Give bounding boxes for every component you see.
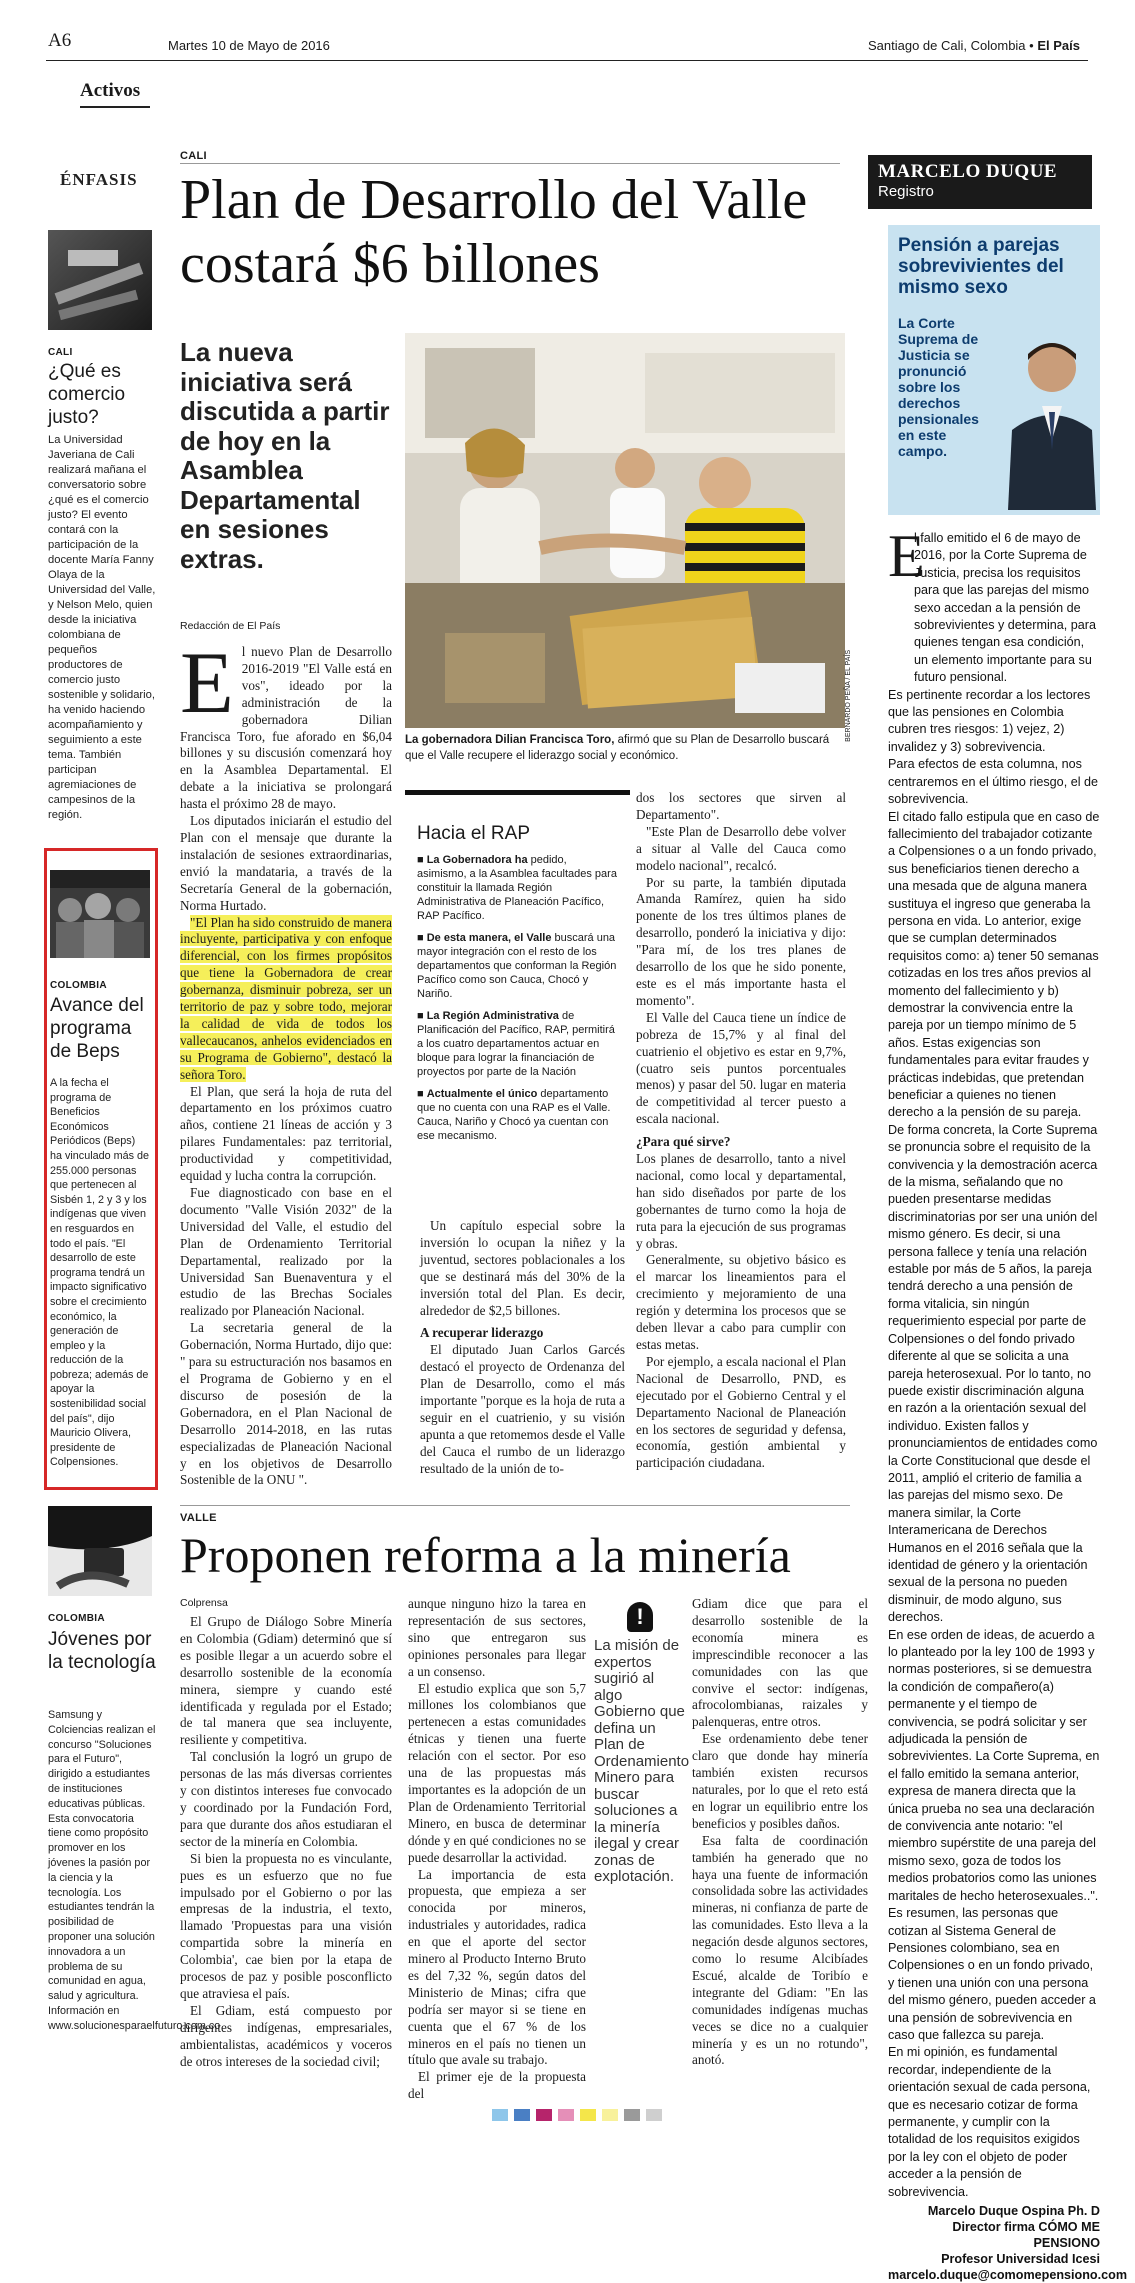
article1-col2 [420,1218,625,1478]
md-p5: De forma concreta, la Corte Suprema se pronuncia sobre el requisito de la convivencia y la demostración acerca de la misma, señalando que no pueden presentarse medidas discriminatorias por ser una unión del mismo género. Es decir, si una persona fallece y tenía una relación estable por más de 5 años, la pareja tendrá derecho a una pensión de forma vitalicia, sin ningún requerimiento especial por parte de Colpensiones o del fondo privado diferente al que se solicita a una pareja heterosexual. Por lo tanto, no puede existir discriminación alguna en razón a la orientación sexual del individuo. Existen fallos y pronunciamientos de entidades como la Corte Constitucional que desde el 2011, amplió el criterio de familia a las parejas del mismo sexo. De manera similar, la Corte Interamericana de Derechos Humanos en el 2016 señala que la identidad de género y la orientación sexual de la persona no pueden disminuir, de modo alguno, sus derechos. [888,1122,1098,1625]
color-registration-bar [492,2108,664,2126]
pullquote-text: La misión de expertos sugirió al algo Gobierno que defina un Plan de Ordenamiento Minero para buscar soluciones a la minería ilegal y crear zonas de explotación. [594,1637,690,1885]
article1-col2-p1: Un capítulo especial sobre la inversión lo ocupan la niñez y la juventud, sectores poblacionales a los que se destinará más del 30% de la inversión total del Plan. Es decir, alrededor de $2,5 billones. [420,1218,625,1318]
rap-box-list [417,853,617,1143]
md-p2: Es pertinente recordar a los lectores que las pensiones en Colombia cubren tres riesgos: 1) vejez, 2) invalidez y 3) sobrevivencia. [888,687,1091,754]
article1-col2-sub1: A recuperar liderazgo [420,1325,544,1341]
sidebar-photo-2 [50,870,150,958]
article1-photo-caption-text: afirmó que su Plan de Desarrollo buscará que el Valle recupere el liderazgo social y económico. [405,734,830,762]
md-dropcap: E [888,523,925,589]
rap-box-item-1-text: pedido, asimismo, a la Asamblea facultades para constituir la llamada Región Administrativa de Planeación Pacífico, RAP Pacífico. [417,854,617,922]
md-sig-email[interactable]: marcelo.duque@comomepensiono.com [888,2268,1128,2282]
article1-p3 [180,915,392,1084]
sidebar-item2-kicker: COLOMBIA [50,980,107,991]
article2-top-rule [180,1505,850,1506]
sidebar-item2-body: A la fecha el programa de Beneficios Económicos Periódicos (Beps) ha vinculado más de 255.000 personas que pertenecen al Sisbén 1, 2 y 3 y los indígenas que viven en resguardos en todo el país. "El desarrollo de este programa tendrá un impacto significativo sobre el crecimiento económico, la generación de empleo y la reducción de la pobreza; además de apoyar la sostenibilidad social del país", dijo Mauricio Olivera, presidente de Colpensiones. [50,1077,150,1469]
article2-col1-p1: El Grupo de Diálogo Sobre Minería en Colombia (Gdiam) determinó que sí es posible llegar a un acuerdo sobre el desarrollo sostenible de la economía minera, siempre y cuando esté identificada y regulada por el Estado; de tal manera que sea incluyente, resiliente y competitiva. [180,1614,392,1748]
article1-col2-p2: El diputado Juan Carlos Garcés destacó el proyecto de Ordenanza del Plan de Desarrollo, como el más importante "porque es la hoja de ruta a seguir en el cuatrienio, y su visión apunta a que retomemos desde el Valle del Cauca el rumbo de un liderazgo resultado de la unión de to- [420,1342,625,1476]
article1-col3-p3: Por su parte, la también diputada Amanda Ramírez, quien ha sido ponente de los tres últimos planes de desarrollo, ponderó la iniciativa y dijo: "Para mí, de los tres planes de desarrollo de los que he sido ponente, este es el más importante hasta el momento". [636,874,846,1008]
article1-headline: Plan de Desarrollo del Valle costará $6 billones [180,169,808,295]
sidebar-photo-3-image [48,1506,152,1596]
article1-photo-image [405,333,845,728]
sidebar-photo-1-image [48,230,152,330]
article1-photo-credit: BERNARDO PEÑA / EL PAÍS [845,650,852,742]
article1-kicker-rule [180,163,840,164]
article1-col3-p4: El Valle del Cauca tiene un índice de pobreza de 15,7% y al final del cuatrienio el objetivo es estar en 9,7%, (cuatro seis puntos porcentuales menos) y pasar del 50. lugar en materia de competitividad al tercer puesto a escala nacional. [636,1009,846,1127]
article1-col3-p2: "Este Plan de Desarrollo debe volver a situar al Valle del Cauca como modelo nacional", recalcó. [636,823,846,873]
rap-box-item-4-text: departamento que no cuenta con una RAP es el Valle. Cauca, Nariño y Chocó ya cuentan con ese mecanismo. [417,1088,611,1142]
article2-col3-p1: Gdiam dice que para el desarrollo sostenible de la economía minera es imprescindible reconocer a las comunidades con las que convive el sector: indígenas, afrocolombianas, raizales y palenqueras, entre otros. [692,1596,868,1730]
article2-col2-p3: La importancia de esta propuesta, que empieza a ser conocida por mineros, industriales y autoridades, radica en que el aporte del sector minero al Producto Interno Bruto es del 7,32 %, según datos del Ministerio de Minas; cifra que podría ser mayor si se tiene en cuenta que el 67 % de los mineros en el país no tienen un título que avale su trabajo. [408,1866,586,2068]
swatch-yellow [580,2109,596,2121]
header-city: Santiago de Cali, Colombia • [868,38,1038,53]
sidebar-item2-title: Avance del programa de Beps [50,995,144,1062]
swatch-blue [514,2109,530,2121]
article2-kicker: VALLE [180,1512,217,1524]
article1-col1 [180,635,392,1489]
article1-p5: Fue diagnosticado con base en el documento "Valle Visión 2032" de la Universidad del Valle, el estudio del Plan de Ordenamiento Territorial Departamental, realizado por la Universidad San Buenaventura y el estudio de las Brechas Sociales realizado por Planeación Nacional. [180,1185,392,1319]
article2-byline: Colprensa [180,1597,228,1609]
rap-box-item-4-bold: Actualmente el único [426,1088,538,1100]
sidebar-photo-3 [48,1506,152,1596]
rap-box-item-2-text: buscará una mayor integración con el resto de los departamentos que conforman la Región Pacífico como son Cauca, Chocó y Nariño. [417,932,617,1000]
header-rule [46,60,1088,61]
swatch-cyan [492,2109,508,2121]
section-tab: Activos [80,80,141,101]
section-tab-rule [80,106,150,108]
rap-box-item-2: ■ De esta manera, el Valle buscará una mayor integración con el resto de los departamentos que conforman la Región Pacífico como son Cauca, Chocó y Nariño. [417,932,617,1000]
md-p7: Es resumen, las personas que cotizan al Sistema General de Pensiones colombiano, sea en Colpensiones o en un fondo privado, y tienen una unión con una persona del mismo género, pueden acceder a una pensión de sobrevivencia en caso que fallezca su pareja. [888,1906,1096,2042]
header-date: Martes 10 de Mayo de 2016 [168,38,330,53]
swatch-magenta [536,2109,552,2121]
article1-byline: Redacción de El País [180,620,281,632]
rap-box-item-3-bold: La Región Administrativa [426,1010,559,1022]
md-body [888,523,1128,2283]
article2-col2 [408,1596,586,2103]
article1-photo-caption-bold: La gobernadora Dilian Francisca Toro, [405,734,615,746]
enfasis-label: ÉNFASIS [60,170,138,189]
article1-col3-p1: dos los sectores que sirven al Departamento". [636,790,846,822]
page-number: A6 [48,30,72,51]
rap-box-item-1: ■ La Gobernadora ha pedido, asimismo, a la Asamblea facultades para constituir la llamada Región Administrativa de Planeación Pacífico, RAP Pacífico. [417,854,617,922]
article2-col2-p4: El primer eje de la propuesta del [408,2069,586,2102]
md-header [868,155,1092,209]
swatch-lightyellow [602,2109,618,2121]
md-portrait [1002,320,1098,510]
sidebar-photo-1 [48,230,152,330]
sidebar-item1-body: La Universidad Javeriana de Cali realizará mañana el conversatorio sobre ¿qué es el comercio justo? El evento contará con la participación de la docente María Fanny Olaya de la Universidad del Valle, y Nelson Melo, quien desde la iniciativa colombiana de pequeños productores de comercio justo sostenible y solidario, ha venido haciendo acompañamiento y seguimiento a este tema. También participan agremiaciones de campesinos de la región. [48,434,156,821]
article1-p2: Los diputados iniciarán el estudio del Plan con el mensaje que durante la instalación de sesiones extraordinarias, envió la mandataria, a través de la Secretaría General de la gobernación, Norma Hurtado. [180,813,392,913]
rap-box-item-4: ■ Actualmente el único departamento que no cuenta con una RAP es el Valle. Cauca, Nariño y Chocó ya cuentan con ese mecanismo. [417,1088,611,1142]
article2-col3 [692,1596,868,2069]
md-p6: En ese orden de ideas, de acuerdo a lo planteado por la ley 100 de 1993 y normas posteriores, si se demuestra la condición de compañero(a) permanente y el tiempo de convivencia, se podrá solicitar y ser adjudicada la pensión de sobrevivientes. La Corte Suprema, en el fallo emitido la semana anterior, expresa de manera directa que la única prueba no sea una declaración de convivencia ante notario: "el miembro supérstite de una pareja del mismo sexo, goza de todos los medios probatorios como las uniones maritales de hecho heterosexuales..". [888,1627,1100,1903]
article1-deck: La nueva iniciativa será discutida a partir de hoy en la Asamblea Departamental en sesiones extras. [180,337,390,574]
md-signature [888,2203,1128,2283]
md-p8: En mi opinión, es fundamental recordar, independiente de la orientación sexual de cada persona, que es necesario cotizar de forma permanente, y cumplir con la totalidad de los requisitos exigidos por la ley con el objeto de poder acceder a la pensión de sobrevivencia. [888,2045,1091,2199]
pullquote [594,1602,690,1886]
article1-highlight-quote: "El Plan ha sido construido de manera incluyente, participativa y con enfoque diferencial, con los firmes propósitos que tiene la Gobernadora de crear gobernanza, disminuir pobreza, ser un territorio de paz y sobre todo, mejorar la calidad de vida de todos los vallecaucanos, anhelos evidenciados en su Programa de Gobierno", destacó la señora Toro. [180,914,392,1082]
article2-col1-p3: Si bien la propuesta no es vinculante, pues es un esfuerzo que no fue impulsado por el Gobierno o por las empresas de la industria, el texto, llamado 'Propuestas para una visión compartida sobre la minería en Colombia', cae bien por la etapa de procesos de paz y posible posconflicto que atraviesa el país. [180,1850,392,2001]
sidebar-item1-kicker: CALI [48,347,73,358]
sidebar-item3-kicker: COLOMBIA [48,1613,105,1624]
exclamation-icon: ! [627,1602,653,1632]
article2-col3-p3: Esa falta de coordinación también ha generado que no haya una fuente de información consolidada sobre las actividades mineras, ni confianza de parte de las comunidades. Esto lleva a la negación desde algunos sectores, como lo resume Alcibíades Escué, alcalde de Toribío e integrante del Gdiam: "En las comunidades indígenas muchas veces se dice no a cualquier minería y es un no rotundo", anotó. [692,1832,868,2068]
rap-box [405,790,630,1285]
article1-col3-p7: Por ejemplo, a escala nacional el Plan Nacional de Desarrollo, PND, es ejecutado por el Gobierno Central y el Departamento Nacional de Planeación en los sectores de seguridad y defensa, economía, gestión ambiental y participación ciudadana. [636,1353,846,1471]
rap-box-item-2-bold: De esta manera, el Valle [426,932,552,944]
sidebar-item3-body: Samsung y Colciencias realizan el concurso "Soluciones para el Futuro", dirigido a estudiantes de instituciones educativas públicas. Esta convocatoria tiene como propósito promover en los jóvenes la pasión por la ciencia y la tecnología. Los estudiantes tendrán la posibilidad de proponer una solución innovadora a un problema de su comunidad en agua, salud y agricultura. Información en www.solucionesparaelfuturo.com.co [48,1709,221,2032]
article1-p1: l nuevo Plan de Desarrollo 2016-2019 "El Valle está en vos", ideado por la administración de la gobernadora Dilian Francisca Toro, fue aforado en $6,04 billones y su discusión comenzará hoy en la Asamblea Departamental. El debate a la iniciativa se prolongará hasta el próximo 28 de mayo. [180,644,392,812]
md-sig-name: Marcelo Duque Ospina Ph. D [927,2204,1100,2218]
article2-col1 [180,1614,392,2070]
article2-headline: Proponen reforma a la minería [180,1527,791,1583]
md-p1: l fallo emitido el 6 de mayo de 2016, por la Corte Suprema de Justicia, precisa los requisitos para que las parejas del mismo sexo accedan a la pensión de sobrevivientes y determina, para quienes tengan esa condición, un elemento importante para su futuro pensional. [914,531,1097,685]
md-author: MARCELO DUQUE [878,161,1058,182]
article2-col1-p4: El Gdiam, está compuesto por dirigentes indígenas, empresariales, ambientalistas, académicos y voceros de otros intereses de la sociedad civil; [180,2002,392,2069]
sidebar-item3-title: Jóvenes por la tecnología [48,1629,156,1673]
md-p3: Para efectos de esta columna, nos centraremos en el último riesgo, el de sobrevivencia. [888,757,1098,807]
article2-col3-p2: Ese ordenamiento debe tener claro que donde hay minería también existen recursos naturales, por lo que el reto está en lograr un equilibrio entre los beneficios y posibles daños. [692,1731,868,1831]
swatch-gray [624,2109,640,2121]
rap-box-item-1-bold: La Gobernadora ha [426,854,528,866]
article1-p6: La secretaria general de la Gobernación, Norma Hurtado, dijo que: " para su estructuración nos basamos en el Programa de Gobierno y en el discurso de posesión de la Gobernadora, en el Plan Nacional de Desarrollo 2014-2018, en las rutas especializadas de Planeación Nacional y en los objetivos de Desarrollo Sostenible de la ONU ". [180,1320,392,1488]
article2-col1-p2: Tal conclusión la logró un grupo de personas de las más diversas corrientes y con distintos intereses fue convocado y coordinado por la Fundación Ford, para que durante dos años estudiaran el sector de la minería en Colombia. [180,1749,392,1849]
rap-box-item-3: ■ La Región Administrativa de Planificación del Pacífico, RAP, permitirá a los cuatro departamentos actuar en bloque para lograr la financiación de proyectos por parte de la Nación [417,1010,615,1078]
md-sig-title: Director firma CÓMO ME PENSIONO [952,2220,1100,2250]
article1-p4: El Plan, que será la hoja de ruta del departamento en los próximos cuatro años, contiene 21 líneas de acción y 3 pilares Fundamentales: paz territorial, productividad y competitividad, equidad y lucha contra la corrupción. [180,1083,392,1184]
swatch-lightgray [646,2109,662,2121]
md-sig-affiliation: Profesor Universidad Icesi [941,2252,1100,2266]
article1-col3-p6: Generalmente, su objetivo básico es el marcar los lineamientos para el crecimiento y mejoramiento de una región y determina los procesos que se deben llevar a cabo para cumplir con estas metas. [636,1252,846,1352]
header-place [868,38,1080,53]
article1-col3-sub1: ¿Para qué sirve? [636,1134,731,1150]
article2-col2-p1: aunque ninguno hizo la tarea en representación de sus sectores, sino que entregaron sus opiniones personales para llegar a un consenso. [408,1596,586,1679]
article1-photo [405,333,845,728]
md-panel [888,225,1100,515]
md-headline: Pensión a parejas sobrevivientes del mismo sexo [898,235,1064,298]
md-label: Registro [878,183,934,200]
article2-col2-p2: El estudio explica que son 5,7 millones los colombianos que pertenecen a estas comunidades étnicas y tienen una fuerte relación con el sector. Por eso una de las propuestas más importantes es la adopción de un Plan de Ordenamiento Territorial Minero, en busca de determinar dónde y en qué condiciones no se puede desarrollar la actividad. [408,1680,586,1865]
article1-photo-caption [405,732,845,764]
sidebar-photo-2-image [50,870,150,958]
article1-col3-p5: Los planes de desarrollo, tanto a nivel nacional, como local y departamental, han sido diseñados por parte de los gobernantes de turno como la hoja de ruta para la ejecución de sus programas y obras. [636,1151,846,1251]
header-paper: El País [1037,38,1080,53]
article1-col3 [636,790,846,1472]
article1-kicker: CALI [180,150,207,162]
rap-box-item-3-text: de Planificación del Pacífico, RAP, permitirá a los cuatro departamentos actuar en bloque para lograr la financiación de proyectos por parte de la Nación [417,1010,615,1078]
swatch-pink [558,2109,574,2121]
article1-dropcap: E [180,635,234,732]
rap-box-title: Hacia el RAP [417,823,530,844]
sidebar-item1-title: ¿Qué es comercio justo? [48,361,126,428]
md-deck: La Corte Suprema de Justicia se pronunció sobre los derechos pensionales en este campo. [898,315,979,459]
md-p4: El citado fallo estipula que en caso de fallecimiento del trabajador cotizante a Colpensiones o a un fondo privado, sus beneficiarios tienen derecho a una mesada que de alguna manera sustituya el ingreso que generaba la persona en vida. Lo anterior, exige que se cumplan determinados requisitos como: a) tener 50 semanas cotizadas en los tres años previos al momento del fallecimiento y b) demostrar la convivencia entre la pareja por un tiempo mínimo de 5 años. Estas exigencias son fundamentales para evitar fraudes y prácticas indebidas, que pretendan beneficiar a quienes no tienen derecho a la pensión de su pareja. [888,809,1100,1120]
